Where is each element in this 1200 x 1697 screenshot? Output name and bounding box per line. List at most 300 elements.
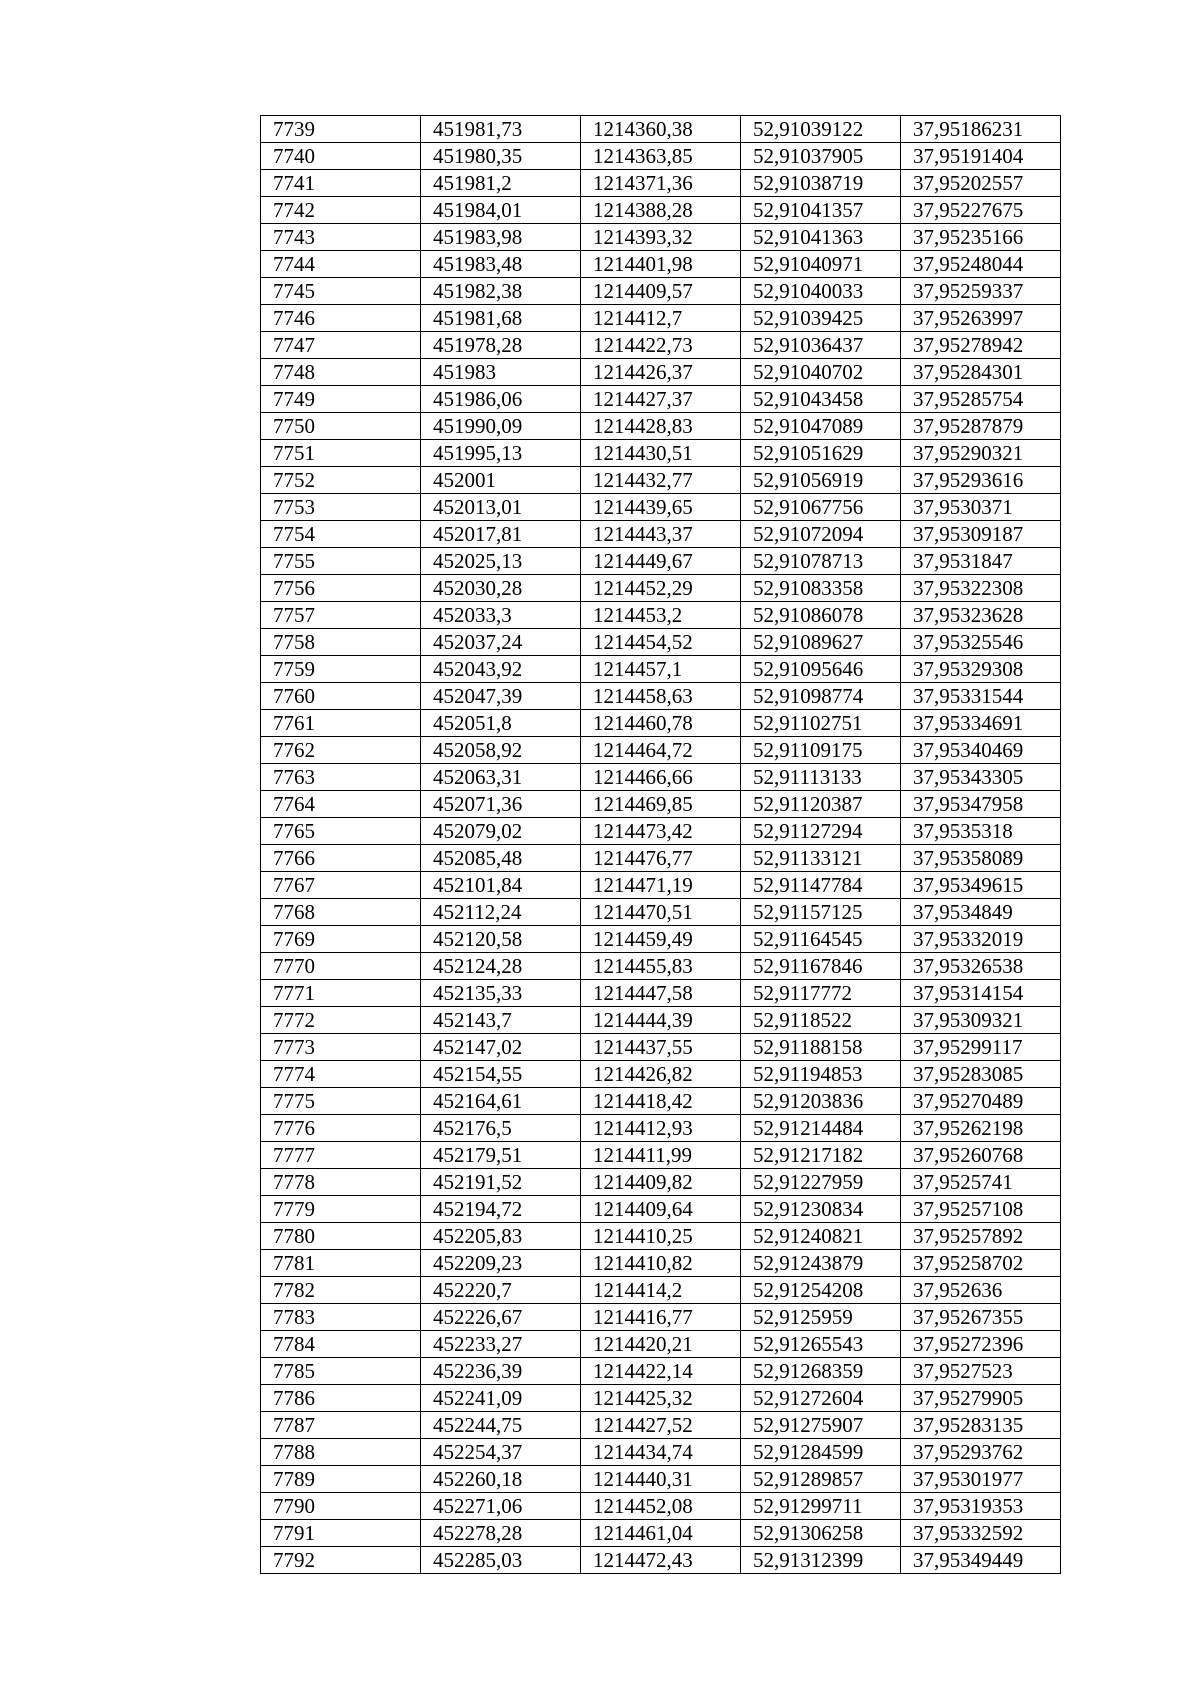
x-coordinate-cell: 452037,24 xyxy=(421,629,581,656)
point-number-cell: 7778 xyxy=(261,1169,421,1196)
table-row xyxy=(261,1196,1061,1223)
x-coordinate-cell: 452254,37 xyxy=(421,1439,581,1466)
latitude-cell: 52,91312399 xyxy=(741,1547,901,1574)
y-coordinate-cell: 1214409,64 xyxy=(581,1196,741,1223)
y-coordinate-cell: 1214416,77 xyxy=(581,1304,741,1331)
longitude-cell: 37,9525741 xyxy=(901,1169,1061,1196)
latitude-cell: 52,91194853 xyxy=(741,1061,901,1088)
x-coordinate-cell: 452085,48 xyxy=(421,845,581,872)
y-coordinate-cell: 1214430,51 xyxy=(581,440,741,467)
x-coordinate-cell: 452071,36 xyxy=(421,791,581,818)
coordinates-table-body xyxy=(261,116,1061,1574)
point-number-cell: 7747 xyxy=(261,332,421,359)
latitude-cell: 52,91203836 xyxy=(741,1088,901,1115)
y-coordinate-cell: 1214363,85 xyxy=(581,143,741,170)
point-number-cell: 7753 xyxy=(261,494,421,521)
longitude-cell: 37,95293616 xyxy=(901,467,1061,494)
point-number-cell: 7765 xyxy=(261,818,421,845)
table-row xyxy=(261,305,1061,332)
y-coordinate-cell: 1214476,77 xyxy=(581,845,741,872)
point-number-cell: 7775 xyxy=(261,1088,421,1115)
table-row xyxy=(261,251,1061,278)
table-row xyxy=(261,791,1061,818)
longitude-cell: 37,95301977 xyxy=(901,1466,1061,1493)
point-number-cell: 7768 xyxy=(261,899,421,926)
latitude-cell: 52,91113133 xyxy=(741,764,901,791)
table-row xyxy=(261,845,1061,872)
longitude-cell: 37,95309321 xyxy=(901,1007,1061,1034)
x-coordinate-cell: 452176,5 xyxy=(421,1115,581,1142)
point-number-cell: 7759 xyxy=(261,656,421,683)
table-row xyxy=(261,602,1061,629)
longitude-cell: 37,95270489 xyxy=(901,1088,1061,1115)
point-number-cell: 7782 xyxy=(261,1277,421,1304)
longitude-cell: 37,95202557 xyxy=(901,170,1061,197)
x-coordinate-cell: 451995,13 xyxy=(421,440,581,467)
y-coordinate-cell: 1214458,63 xyxy=(581,683,741,710)
x-coordinate-cell: 452260,18 xyxy=(421,1466,581,1493)
latitude-cell: 52,91040033 xyxy=(741,278,901,305)
latitude-cell: 52,91272604 xyxy=(741,1385,901,1412)
longitude-cell: 37,95284301 xyxy=(901,359,1061,386)
x-coordinate-cell: 452101,84 xyxy=(421,872,581,899)
longitude-cell: 37,95349449 xyxy=(901,1547,1061,1574)
longitude-cell: 37,95347958 xyxy=(901,791,1061,818)
x-coordinate-cell: 452033,3 xyxy=(421,602,581,629)
table-row xyxy=(261,926,1061,953)
latitude-cell: 52,91039122 xyxy=(741,116,901,143)
y-coordinate-cell: 1214410,82 xyxy=(581,1250,741,1277)
point-number-cell: 7785 xyxy=(261,1358,421,1385)
latitude-cell: 52,91095646 xyxy=(741,656,901,683)
latitude-cell: 52,91167846 xyxy=(741,953,901,980)
latitude-cell: 52,9118522 xyxy=(741,1007,901,1034)
latitude-cell: 52,91043458 xyxy=(741,386,901,413)
table-row xyxy=(261,1466,1061,1493)
latitude-cell: 52,91306258 xyxy=(741,1520,901,1547)
point-number-cell: 7791 xyxy=(261,1520,421,1547)
latitude-cell: 52,91036437 xyxy=(741,332,901,359)
longitude-cell: 37,95191404 xyxy=(901,143,1061,170)
latitude-cell: 52,91038719 xyxy=(741,170,901,197)
longitude-cell: 37,95248044 xyxy=(901,251,1061,278)
longitude-cell: 37,95186231 xyxy=(901,116,1061,143)
y-coordinate-cell: 1214453,2 xyxy=(581,602,741,629)
longitude-cell: 37,95331544 xyxy=(901,683,1061,710)
latitude-cell: 52,91040702 xyxy=(741,359,901,386)
table-row xyxy=(261,575,1061,602)
y-coordinate-cell: 1214472,43 xyxy=(581,1547,741,1574)
point-number-cell: 7770 xyxy=(261,953,421,980)
y-coordinate-cell: 1214360,38 xyxy=(581,116,741,143)
latitude-cell: 52,91041357 xyxy=(741,197,901,224)
x-coordinate-cell: 452043,92 xyxy=(421,656,581,683)
y-coordinate-cell: 1214409,82 xyxy=(581,1169,741,1196)
table-row xyxy=(261,1088,1061,1115)
latitude-cell: 52,91284599 xyxy=(741,1439,901,1466)
latitude-cell: 52,91268359 xyxy=(741,1358,901,1385)
latitude-cell: 52,91037905 xyxy=(741,143,901,170)
x-coordinate-cell: 452194,72 xyxy=(421,1196,581,1223)
longitude-cell: 37,95279905 xyxy=(901,1385,1061,1412)
table-row xyxy=(261,872,1061,899)
table-row xyxy=(261,1493,1061,1520)
y-coordinate-cell: 1214440,31 xyxy=(581,1466,741,1493)
point-number-cell: 7771 xyxy=(261,980,421,1007)
point-number-cell: 7764 xyxy=(261,791,421,818)
point-number-cell: 7766 xyxy=(261,845,421,872)
x-coordinate-cell: 451981,73 xyxy=(421,116,581,143)
point-number-cell: 7776 xyxy=(261,1115,421,1142)
longitude-cell: 37,95358089 xyxy=(901,845,1061,872)
x-coordinate-cell: 452191,52 xyxy=(421,1169,581,1196)
longitude-cell: 37,9531847 xyxy=(901,548,1061,575)
y-coordinate-cell: 1214410,25 xyxy=(581,1223,741,1250)
latitude-cell: 52,91040971 xyxy=(741,251,901,278)
y-coordinate-cell: 1214437,55 xyxy=(581,1034,741,1061)
latitude-cell: 52,91147784 xyxy=(741,872,901,899)
latitude-cell: 52,91164545 xyxy=(741,926,901,953)
table-row xyxy=(261,1385,1061,1412)
longitude-cell: 37,95334691 xyxy=(901,710,1061,737)
x-coordinate-cell: 452226,67 xyxy=(421,1304,581,1331)
y-coordinate-cell: 1214434,74 xyxy=(581,1439,741,1466)
y-coordinate-cell: 1214412,93 xyxy=(581,1115,741,1142)
y-coordinate-cell: 1214426,37 xyxy=(581,359,741,386)
longitude-cell: 37,95340469 xyxy=(901,737,1061,764)
table-row xyxy=(261,1223,1061,1250)
point-number-cell: 7745 xyxy=(261,278,421,305)
longitude-cell: 37,95258702 xyxy=(901,1250,1061,1277)
table-row xyxy=(261,656,1061,683)
x-coordinate-cell: 452233,27 xyxy=(421,1331,581,1358)
table-row xyxy=(261,1277,1061,1304)
x-coordinate-cell: 451990,09 xyxy=(421,413,581,440)
x-coordinate-cell: 452025,13 xyxy=(421,548,581,575)
longitude-cell: 37,95322308 xyxy=(901,575,1061,602)
x-coordinate-cell: 452001 xyxy=(421,467,581,494)
latitude-cell: 52,91051629 xyxy=(741,440,901,467)
y-coordinate-cell: 1214426,82 xyxy=(581,1061,741,1088)
longitude-cell: 37,95323628 xyxy=(901,602,1061,629)
y-coordinate-cell: 1214473,42 xyxy=(581,818,741,845)
table-row xyxy=(261,899,1061,926)
table-row xyxy=(261,1142,1061,1169)
longitude-cell: 37,95260768 xyxy=(901,1142,1061,1169)
point-number-cell: 7739 xyxy=(261,116,421,143)
longitude-cell: 37,95299117 xyxy=(901,1034,1061,1061)
point-number-cell: 7740 xyxy=(261,143,421,170)
y-coordinate-cell: 1214460,78 xyxy=(581,710,741,737)
longitude-cell: 37,95257892 xyxy=(901,1223,1061,1250)
x-coordinate-cell: 451986,06 xyxy=(421,386,581,413)
longitude-cell: 37,95272396 xyxy=(901,1331,1061,1358)
latitude-cell: 52,91127294 xyxy=(741,818,901,845)
longitude-cell: 37,95332592 xyxy=(901,1520,1061,1547)
x-coordinate-cell: 452051,8 xyxy=(421,710,581,737)
latitude-cell: 52,91039425 xyxy=(741,305,901,332)
x-coordinate-cell: 451981,2 xyxy=(421,170,581,197)
y-coordinate-cell: 1214459,49 xyxy=(581,926,741,953)
table-row xyxy=(261,629,1061,656)
latitude-cell: 52,91072094 xyxy=(741,521,901,548)
y-coordinate-cell: 1214427,37 xyxy=(581,386,741,413)
table-row xyxy=(261,494,1061,521)
point-number-cell: 7773 xyxy=(261,1034,421,1061)
longitude-cell: 37,9534849 xyxy=(901,899,1061,926)
table-row xyxy=(261,332,1061,359)
point-number-cell: 7748 xyxy=(261,359,421,386)
point-number-cell: 7743 xyxy=(261,224,421,251)
latitude-cell: 52,9117772 xyxy=(741,980,901,1007)
y-coordinate-cell: 1214420,21 xyxy=(581,1331,741,1358)
x-coordinate-cell: 451982,38 xyxy=(421,278,581,305)
x-coordinate-cell: 452047,39 xyxy=(421,683,581,710)
y-coordinate-cell: 1214427,52 xyxy=(581,1412,741,1439)
point-number-cell: 7756 xyxy=(261,575,421,602)
y-coordinate-cell: 1214470,51 xyxy=(581,899,741,926)
latitude-cell: 52,91188158 xyxy=(741,1034,901,1061)
x-coordinate-cell: 452013,01 xyxy=(421,494,581,521)
latitude-cell: 52,91098774 xyxy=(741,683,901,710)
longitude-cell: 37,95278942 xyxy=(901,332,1061,359)
point-number-cell: 7772 xyxy=(261,1007,421,1034)
latitude-cell: 52,91214484 xyxy=(741,1115,901,1142)
y-coordinate-cell: 1214432,77 xyxy=(581,467,741,494)
longitude-cell: 37,95263997 xyxy=(901,305,1061,332)
latitude-cell: 52,91102751 xyxy=(741,710,901,737)
latitude-cell: 52,91109175 xyxy=(741,737,901,764)
latitude-cell: 52,91227959 xyxy=(741,1169,901,1196)
longitude-cell: 37,9527523 xyxy=(901,1358,1061,1385)
latitude-cell: 52,91243879 xyxy=(741,1250,901,1277)
y-coordinate-cell: 1214447,58 xyxy=(581,980,741,1007)
point-number-cell: 7779 xyxy=(261,1196,421,1223)
x-coordinate-cell: 452241,09 xyxy=(421,1385,581,1412)
table-row xyxy=(261,1547,1061,1574)
y-coordinate-cell: 1214471,19 xyxy=(581,872,741,899)
table-row xyxy=(261,440,1061,467)
point-number-cell: 7752 xyxy=(261,467,421,494)
y-coordinate-cell: 1214393,32 xyxy=(581,224,741,251)
latitude-cell: 52,91289857 xyxy=(741,1466,901,1493)
longitude-cell: 37,95293762 xyxy=(901,1439,1061,1466)
longitude-cell: 37,95283085 xyxy=(901,1061,1061,1088)
x-coordinate-cell: 452058,92 xyxy=(421,737,581,764)
latitude-cell: 52,91157125 xyxy=(741,899,901,926)
y-coordinate-cell: 1214422,14 xyxy=(581,1358,741,1385)
point-number-cell: 7749 xyxy=(261,386,421,413)
x-coordinate-cell: 452135,33 xyxy=(421,980,581,1007)
x-coordinate-cell: 451981,68 xyxy=(421,305,581,332)
x-coordinate-cell: 451984,01 xyxy=(421,197,581,224)
point-number-cell: 7786 xyxy=(261,1385,421,1412)
y-coordinate-cell: 1214388,28 xyxy=(581,197,741,224)
point-number-cell: 7758 xyxy=(261,629,421,656)
table-row xyxy=(261,548,1061,575)
latitude-cell: 52,91240821 xyxy=(741,1223,901,1250)
x-coordinate-cell: 452120,58 xyxy=(421,926,581,953)
x-coordinate-cell: 451983 xyxy=(421,359,581,386)
table-row xyxy=(261,1331,1061,1358)
y-coordinate-cell: 1214428,83 xyxy=(581,413,741,440)
point-number-cell: 7789 xyxy=(261,1466,421,1493)
y-coordinate-cell: 1214401,98 xyxy=(581,251,741,278)
table-row xyxy=(261,953,1061,980)
x-coordinate-cell: 452244,75 xyxy=(421,1412,581,1439)
point-number-cell: 7767 xyxy=(261,872,421,899)
y-coordinate-cell: 1214414,2 xyxy=(581,1277,741,1304)
point-number-cell: 7781 xyxy=(261,1250,421,1277)
point-number-cell: 7784 xyxy=(261,1331,421,1358)
table-row xyxy=(261,1007,1061,1034)
table-row xyxy=(261,1520,1061,1547)
longitude-cell: 37,95227675 xyxy=(901,197,1061,224)
longitude-cell: 37,95329308 xyxy=(901,656,1061,683)
coordinates-table xyxy=(260,115,1061,1574)
point-number-cell: 7751 xyxy=(261,440,421,467)
longitude-cell: 37,95290321 xyxy=(901,440,1061,467)
y-coordinate-cell: 1214422,73 xyxy=(581,332,741,359)
x-coordinate-cell: 452112,24 xyxy=(421,899,581,926)
y-coordinate-cell: 1214443,37 xyxy=(581,521,741,548)
point-number-cell: 7744 xyxy=(261,251,421,278)
longitude-cell: 37,95309187 xyxy=(901,521,1061,548)
y-coordinate-cell: 1214371,36 xyxy=(581,170,741,197)
x-coordinate-cell: 451983,98 xyxy=(421,224,581,251)
y-coordinate-cell: 1214455,83 xyxy=(581,953,741,980)
y-coordinate-cell: 1214466,66 xyxy=(581,764,741,791)
table-row xyxy=(261,521,1061,548)
table-row xyxy=(261,737,1061,764)
x-coordinate-cell: 452124,28 xyxy=(421,953,581,980)
point-number-cell: 7769 xyxy=(261,926,421,953)
x-coordinate-cell: 451980,35 xyxy=(421,143,581,170)
longitude-cell: 37,9535318 xyxy=(901,818,1061,845)
point-number-cell: 7792 xyxy=(261,1547,421,1574)
x-coordinate-cell: 452030,28 xyxy=(421,575,581,602)
y-coordinate-cell: 1214454,52 xyxy=(581,629,741,656)
latitude-cell: 52,91056919 xyxy=(741,467,901,494)
latitude-cell: 52,9125959 xyxy=(741,1304,901,1331)
latitude-cell: 52,91275907 xyxy=(741,1412,901,1439)
x-coordinate-cell: 452079,02 xyxy=(421,818,581,845)
table-row xyxy=(261,278,1061,305)
longitude-cell: 37,95287879 xyxy=(901,413,1061,440)
point-number-cell: 7763 xyxy=(261,764,421,791)
longitude-cell: 37,95283135 xyxy=(901,1412,1061,1439)
longitude-cell: 37,9530371 xyxy=(901,494,1061,521)
table-row xyxy=(261,1115,1061,1142)
latitude-cell: 52,91120387 xyxy=(741,791,901,818)
x-coordinate-cell: 452154,55 xyxy=(421,1061,581,1088)
x-coordinate-cell: 452143,7 xyxy=(421,1007,581,1034)
table-row xyxy=(261,764,1061,791)
y-coordinate-cell: 1214464,72 xyxy=(581,737,741,764)
latitude-cell: 52,91230834 xyxy=(741,1196,901,1223)
latitude-cell: 52,91047089 xyxy=(741,413,901,440)
longitude-cell: 37,95262198 xyxy=(901,1115,1061,1142)
point-number-cell: 7750 xyxy=(261,413,421,440)
table-row xyxy=(261,710,1061,737)
latitude-cell: 52,91083358 xyxy=(741,575,901,602)
x-coordinate-cell: 452164,61 xyxy=(421,1088,581,1115)
latitude-cell: 52,91067756 xyxy=(741,494,901,521)
point-number-cell: 7761 xyxy=(261,710,421,737)
point-number-cell: 7760 xyxy=(261,683,421,710)
point-number-cell: 7777 xyxy=(261,1142,421,1169)
x-coordinate-cell: 452017,81 xyxy=(421,521,581,548)
longitude-cell: 37,95267355 xyxy=(901,1304,1061,1331)
x-coordinate-cell: 452278,28 xyxy=(421,1520,581,1547)
table-row xyxy=(261,116,1061,143)
table-row xyxy=(261,386,1061,413)
table-row xyxy=(261,1439,1061,1466)
y-coordinate-cell: 1214444,39 xyxy=(581,1007,741,1034)
table-row xyxy=(261,1250,1061,1277)
y-coordinate-cell: 1214409,57 xyxy=(581,278,741,305)
table-row xyxy=(261,1304,1061,1331)
longitude-cell: 37,95326538 xyxy=(901,953,1061,980)
latitude-cell: 52,91133121 xyxy=(741,845,901,872)
latitude-cell: 52,91041363 xyxy=(741,224,901,251)
point-number-cell: 7746 xyxy=(261,305,421,332)
table-row xyxy=(261,143,1061,170)
point-number-cell: 7754 xyxy=(261,521,421,548)
y-coordinate-cell: 1214412,7 xyxy=(581,305,741,332)
y-coordinate-cell: 1214457,1 xyxy=(581,656,741,683)
x-coordinate-cell: 452285,03 xyxy=(421,1547,581,1574)
longitude-cell: 37,95343305 xyxy=(901,764,1061,791)
table-row xyxy=(261,683,1061,710)
x-coordinate-cell: 452236,39 xyxy=(421,1358,581,1385)
y-coordinate-cell: 1214449,67 xyxy=(581,548,741,575)
point-number-cell: 7755 xyxy=(261,548,421,575)
table-row xyxy=(261,197,1061,224)
table-row xyxy=(261,224,1061,251)
point-number-cell: 7742 xyxy=(261,197,421,224)
longitude-cell: 37,95235166 xyxy=(901,224,1061,251)
y-coordinate-cell: 1214469,85 xyxy=(581,791,741,818)
x-coordinate-cell: 451978,28 xyxy=(421,332,581,359)
x-coordinate-cell: 452205,83 xyxy=(421,1223,581,1250)
point-number-cell: 7783 xyxy=(261,1304,421,1331)
table-row xyxy=(261,1412,1061,1439)
table-row xyxy=(261,413,1061,440)
y-coordinate-cell: 1214452,08 xyxy=(581,1493,741,1520)
longitude-cell: 37,95314154 xyxy=(901,980,1061,1007)
y-coordinate-cell: 1214439,65 xyxy=(581,494,741,521)
longitude-cell: 37,95332019 xyxy=(901,926,1061,953)
point-number-cell: 7790 xyxy=(261,1493,421,1520)
latitude-cell: 52,91299711 xyxy=(741,1493,901,1520)
latitude-cell: 52,91089627 xyxy=(741,629,901,656)
x-coordinate-cell: 452147,02 xyxy=(421,1034,581,1061)
table-row xyxy=(261,980,1061,1007)
y-coordinate-cell: 1214452,29 xyxy=(581,575,741,602)
x-coordinate-cell: 452220,7 xyxy=(421,1277,581,1304)
x-coordinate-cell: 452209,23 xyxy=(421,1250,581,1277)
longitude-cell: 37,952636 xyxy=(901,1277,1061,1304)
table-row xyxy=(261,467,1061,494)
table-row xyxy=(261,1169,1061,1196)
point-number-cell: 7762 xyxy=(261,737,421,764)
table-row xyxy=(261,1061,1061,1088)
table-row xyxy=(261,170,1061,197)
table-row xyxy=(261,818,1061,845)
latitude-cell: 52,91265543 xyxy=(741,1331,901,1358)
x-coordinate-cell: 452063,31 xyxy=(421,764,581,791)
